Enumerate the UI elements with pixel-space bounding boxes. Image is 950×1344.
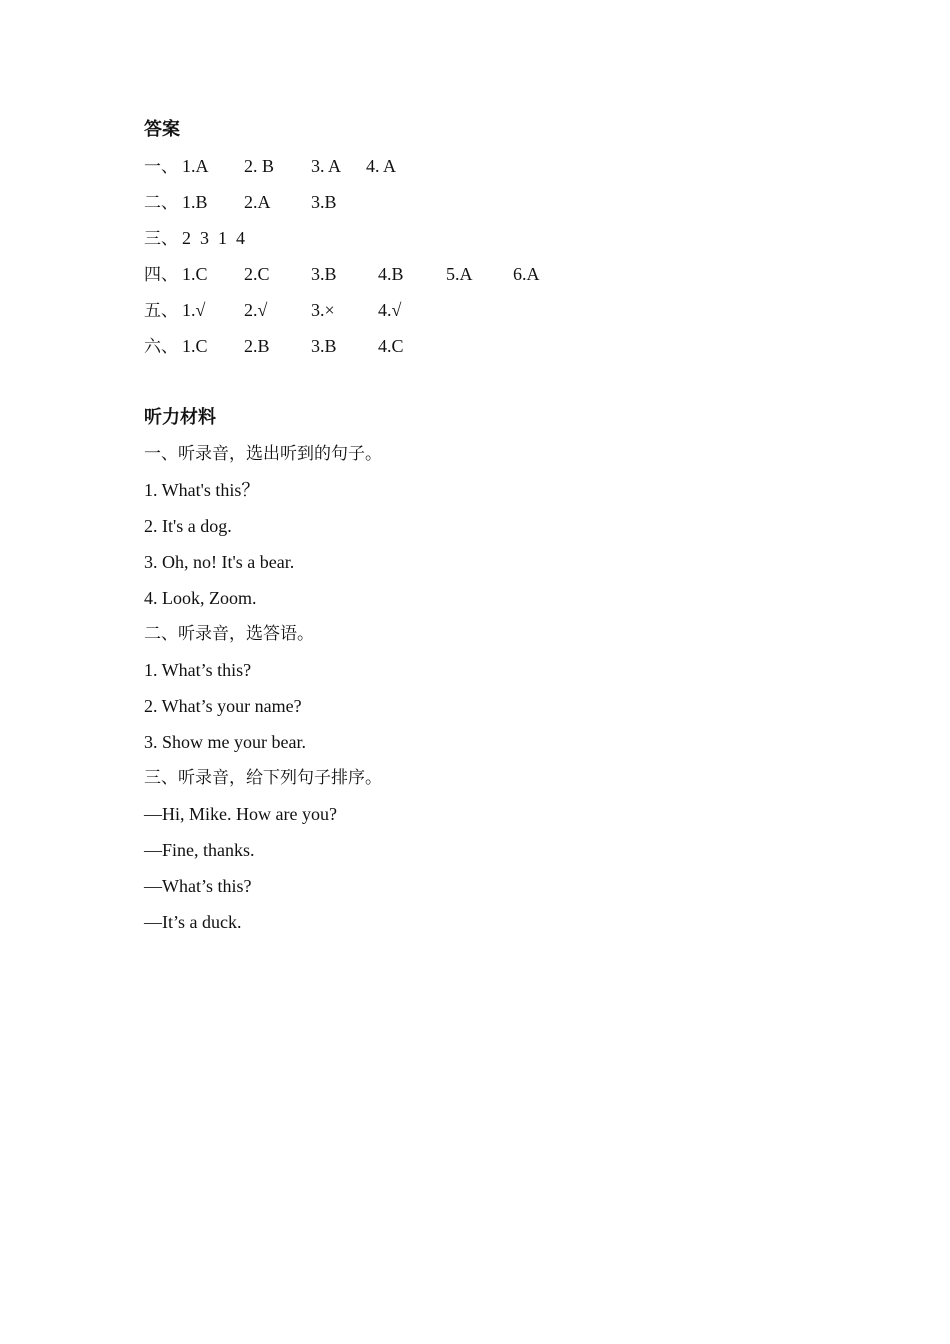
- listening-line: —It’s a duck.: [144, 912, 242, 932]
- answer-item: 4. A: [366, 156, 397, 176]
- listening-heading-1: 一、听录音，选出听到的句子。: [144, 444, 382, 464]
- listening-line: 2. What’s your name?: [144, 696, 302, 716]
- listening-line: 2. It's a dog.: [144, 516, 232, 536]
- answer-row-1: [144, 148, 844, 184]
- listening-line: 4. Look, Zoom.: [144, 588, 257, 608]
- listening-line: 3. Oh, no! It's a bear.: [144, 552, 295, 572]
- answer-row-3: [144, 220, 844, 256]
- answer-item: 2.B: [244, 336, 270, 356]
- answer-item: 3. A: [311, 156, 342, 176]
- answer-item: 4.√: [378, 300, 402, 320]
- answer-item: 1.B: [182, 192, 208, 212]
- listening-line: —Fine, thanks.: [144, 840, 255, 860]
- answer-row-5: [144, 292, 844, 328]
- answer-row-prefix: 二、: [144, 193, 178, 213]
- answer-item: 2.√: [244, 300, 268, 320]
- answer-item: 1.A: [182, 156, 209, 176]
- answer-item: 4.C: [378, 336, 404, 356]
- answer-item: 6.A: [513, 264, 540, 284]
- answer-item: 1.√: [182, 300, 206, 320]
- answer-item: 5.A: [446, 264, 473, 284]
- answer-item: 3.B: [311, 264, 337, 284]
- listening-line: 1. What's this？: [144, 480, 260, 500]
- answer-item: 3.×: [311, 300, 335, 320]
- listening-title: 听力材料: [144, 407, 216, 428]
- section-spacer: [144, 364, 844, 400]
- answer-item: 1.C: [182, 264, 208, 284]
- answer-item: 2.C: [244, 264, 270, 284]
- answer-row-2: [144, 184, 844, 220]
- answer-item: 2.A: [244, 192, 271, 212]
- listening-line: 3. Show me your bear.: [144, 732, 306, 752]
- answer-item: 1.C: [182, 336, 208, 356]
- answer-item: 2 3 1 4: [182, 228, 245, 248]
- listening-heading-2: 二、听录音，选答语。: [144, 624, 314, 644]
- document-page: [144, 112, 844, 940]
- answers-title: 答案: [144, 119, 180, 140]
- listening-line: —What’s this?: [144, 876, 252, 896]
- answer-row-6: [144, 328, 844, 364]
- answer-item: 3.B: [311, 336, 337, 356]
- answer-row-prefix: 一、: [144, 157, 178, 177]
- answer-row-prefix: 三、: [144, 229, 178, 249]
- listening-heading-3: 三、听录音，给下列句子排序。: [144, 768, 382, 788]
- listening-line: —Hi, Mike. How are you?: [144, 804, 337, 824]
- answer-row-4: [144, 256, 844, 292]
- answer-item: 2. B: [244, 156, 275, 176]
- answer-item: 3.B: [311, 192, 337, 212]
- listening-line: 1. What’s this?: [144, 660, 252, 680]
- answer-row-prefix: 五、: [144, 301, 178, 321]
- answer-row-prefix: 四、: [144, 265, 178, 285]
- answer-item: 4.B: [378, 264, 404, 284]
- answer-row-prefix: 六、: [144, 337, 178, 357]
